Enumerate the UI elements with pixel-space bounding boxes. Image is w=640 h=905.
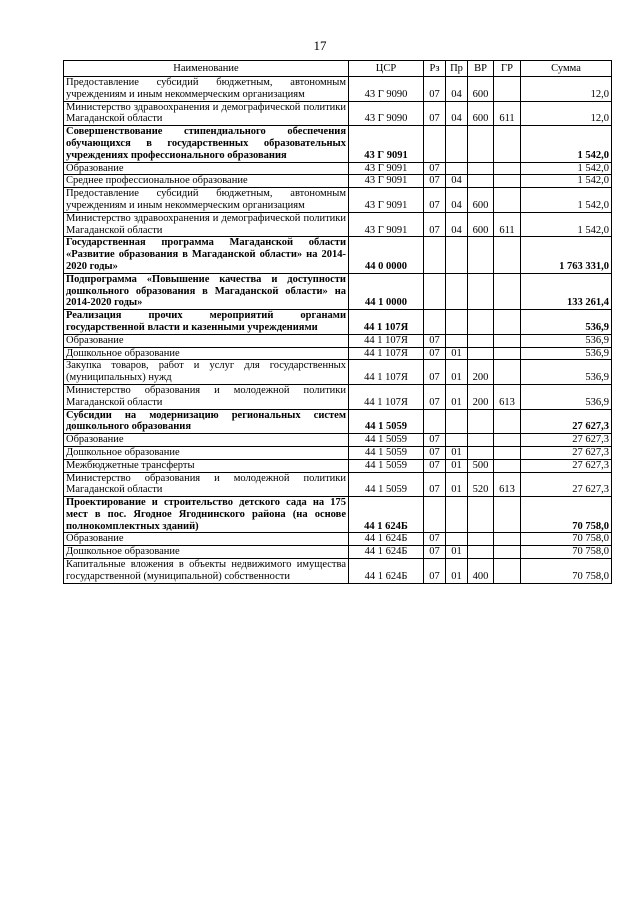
cell-name: Капитальные вложения в объекты недвижимого имущества государственной (муниципальной) собственности (64, 559, 349, 584)
table-row (64, 347, 612, 360)
cell-pr: 01 (446, 546, 468, 559)
cell-name: Министерство образования и молодежной политики Магаданской области (64, 472, 349, 497)
cell-rz (424, 237, 446, 273)
cell-csr: 44 1 107Я (349, 310, 424, 335)
table-row (64, 310, 612, 335)
cell-rz: 07 (424, 559, 446, 584)
cell-sum: 1 542,0 (521, 188, 612, 213)
cell-name: Образование (64, 434, 349, 447)
cell-gr (494, 360, 521, 385)
cell-vr (468, 546, 494, 559)
cell-gr: 611 (494, 212, 521, 237)
cell-sum: 12,0 (521, 101, 612, 126)
page-number: 17 (313, 38, 327, 53)
cell-vr (468, 533, 494, 546)
table-body (64, 77, 612, 584)
cell-sum: 133 261,4 (521, 273, 612, 309)
cell-gr (494, 409, 521, 434)
cell-vr (468, 497, 494, 533)
cell-vr (468, 334, 494, 347)
cell-vr (468, 273, 494, 309)
table-row (64, 472, 612, 497)
cell-rz: 07 (424, 334, 446, 347)
cell-rz: 07 (424, 77, 446, 102)
cell-gr (494, 188, 521, 213)
cell-csr: 44 1 0000 (349, 273, 424, 309)
cell-pr (446, 126, 468, 162)
cell-pr: 04 (446, 101, 468, 126)
cell-vr (468, 237, 494, 273)
cell-sum: 70 758,0 (521, 559, 612, 584)
header-name: Наименование (64, 61, 349, 77)
cell-vr (468, 434, 494, 447)
cell-name: Реализация прочих мероприятий органами государственной власти и казенными учреждениями (64, 310, 349, 335)
cell-sum: 70 758,0 (521, 546, 612, 559)
cell-rz: 07 (424, 446, 446, 459)
cell-rz: 07 (424, 188, 446, 213)
cell-pr (446, 273, 468, 309)
cell-sum: 536,9 (521, 310, 612, 335)
cell-gr (494, 497, 521, 533)
cell-pr: 04 (446, 212, 468, 237)
cell-rz (424, 497, 446, 533)
cell-vr (468, 310, 494, 335)
cell-pr (446, 237, 468, 273)
cell-name: Образование (64, 162, 349, 175)
table-row (64, 546, 612, 559)
cell-pr: 04 (446, 77, 468, 102)
header-csr: ЦСР (349, 61, 424, 77)
cell-rz (424, 409, 446, 434)
cell-csr: 43 Г 9091 (349, 175, 424, 188)
cell-rz: 07 (424, 162, 446, 175)
table-row (64, 533, 612, 546)
header-rz: Рз (424, 61, 446, 77)
cell-name: Межбюджетные трансферты (64, 459, 349, 472)
cell-vr: 600 (468, 188, 494, 213)
cell-gr (494, 334, 521, 347)
cell-gr (494, 459, 521, 472)
cell-csr: 44 1 5059 (349, 434, 424, 447)
cell-gr (494, 237, 521, 273)
header-vr: ВР (468, 61, 494, 77)
cell-name: Проектирование и строительство детского сада на 175 мест в пос. Ягодное Ягоднинского района (на основе полнокомплектных зданий) (64, 497, 349, 533)
cell-pr (446, 497, 468, 533)
cell-gr: 611 (494, 101, 521, 126)
table-row (64, 497, 612, 533)
table-row (64, 459, 612, 472)
cell-gr: 613 (494, 472, 521, 497)
table-row (64, 212, 612, 237)
cell-sum: 70 758,0 (521, 497, 612, 533)
cell-vr (468, 409, 494, 434)
cell-sum: 536,9 (521, 334, 612, 347)
table-row (64, 409, 612, 434)
cell-pr (446, 434, 468, 447)
table-row (64, 360, 612, 385)
table-header-row (64, 61, 612, 77)
cell-gr (494, 126, 521, 162)
cell-vr: 200 (468, 360, 494, 385)
table-row (64, 559, 612, 584)
cell-name: Дошкольное образование (64, 446, 349, 459)
table-row (64, 101, 612, 126)
cell-rz: 07 (424, 212, 446, 237)
cell-sum: 536,9 (521, 347, 612, 360)
cell-csr: 43 Г 9091 (349, 126, 424, 162)
header-gr: ГР (494, 61, 521, 77)
cell-rz (424, 310, 446, 335)
budget-table (63, 60, 612, 584)
cell-csr: 43 Г 9090 (349, 77, 424, 102)
cell-csr: 44 1 5059 (349, 446, 424, 459)
table-row (64, 162, 612, 175)
cell-csr: 44 1 5059 (349, 459, 424, 472)
cell-sum: 27 627,3 (521, 459, 612, 472)
cell-gr (494, 559, 521, 584)
cell-vr: 520 (468, 472, 494, 497)
cell-vr (468, 347, 494, 360)
cell-pr: 01 (446, 472, 468, 497)
cell-name: Предоставление субсидий бюджетным, автономным учреждениям и иным некоммерческим организациям (64, 77, 349, 102)
table-row (64, 237, 612, 273)
cell-rz (424, 126, 446, 162)
cell-sum: 536,9 (521, 360, 612, 385)
cell-gr (494, 434, 521, 447)
cell-name: Дошкольное образование (64, 546, 349, 559)
cell-pr: 01 (446, 384, 468, 409)
cell-name: Совершенствование стипендиального обеспечения обучающихся в государственных образовательных учреждениях профессионального образования (64, 126, 349, 162)
cell-sum: 27 627,3 (521, 446, 612, 459)
cell-name: Субсидии на модернизацию региональных систем дошкольного образования (64, 409, 349, 434)
cell-csr: 44 1 624Б (349, 546, 424, 559)
cell-gr: 613 (494, 384, 521, 409)
cell-name: Государственная программа Магаданской области «Развитие образования в Магаданской области» на 2014-2020 годы» (64, 237, 349, 273)
cell-rz: 07 (424, 384, 446, 409)
cell-gr (494, 162, 521, 175)
cell-gr (494, 347, 521, 360)
cell-pr: 01 (446, 459, 468, 472)
cell-gr (494, 175, 521, 188)
cell-rz: 07 (424, 347, 446, 360)
cell-sum: 27 627,3 (521, 409, 612, 434)
cell-csr: 44 1 5059 (349, 472, 424, 497)
cell-name: Дошкольное образование (64, 347, 349, 360)
cell-pr: 04 (446, 175, 468, 188)
cell-rz: 07 (424, 175, 446, 188)
cell-name: Министерство образования и молодежной политики Магаданской области (64, 384, 349, 409)
cell-pr: 01 (446, 446, 468, 459)
table-row (64, 273, 612, 309)
table-row (64, 446, 612, 459)
cell-pr (446, 334, 468, 347)
cell-vr: 200 (468, 384, 494, 409)
cell-csr: 44 1 107Я (349, 347, 424, 360)
cell-rz: 07 (424, 546, 446, 559)
header-pr: Пр (446, 61, 468, 77)
cell-vr: 500 (468, 459, 494, 472)
cell-rz: 07 (424, 101, 446, 126)
cell-rz: 07 (424, 459, 446, 472)
cell-vr (468, 162, 494, 175)
cell-csr: 44 1 624Б (349, 497, 424, 533)
cell-csr: 44 1 107Я (349, 334, 424, 347)
table-row (64, 384, 612, 409)
cell-gr (494, 446, 521, 459)
cell-sum: 12,0 (521, 77, 612, 102)
cell-sum: 1 542,0 (521, 162, 612, 175)
cell-csr: 44 1 107Я (349, 384, 424, 409)
cell-sum: 1 542,0 (521, 212, 612, 237)
cell-csr: 44 1 624Б (349, 559, 424, 584)
cell-gr (494, 546, 521, 559)
cell-pr: 04 (446, 188, 468, 213)
cell-rz: 07 (424, 360, 446, 385)
cell-pr: 01 (446, 360, 468, 385)
cell-csr: 43 Г 9090 (349, 101, 424, 126)
cell-gr (494, 533, 521, 546)
cell-rz: 07 (424, 533, 446, 546)
cell-csr: 44 1 624Б (349, 533, 424, 546)
cell-rz (424, 273, 446, 309)
cell-vr (468, 126, 494, 162)
table-row (64, 77, 612, 102)
cell-gr (494, 77, 521, 102)
cell-pr (446, 409, 468, 434)
cell-vr (468, 446, 494, 459)
cell-name: Подпрограмма «Повышение качества и доступности дошкольного образования в Магаданской области» на 2014-2020 годы» (64, 273, 349, 309)
table-row (64, 434, 612, 447)
cell-name: Закупка товаров, работ и услуг для государственных (муниципальных) нужд (64, 360, 349, 385)
cell-csr: 43 Г 9091 (349, 212, 424, 237)
cell-name: Образование (64, 533, 349, 546)
cell-pr (446, 310, 468, 335)
cell-vr: 600 (468, 212, 494, 237)
cell-name: Министерство здравоохранения и демографической политики Магаданской области (64, 101, 349, 126)
table-row (64, 188, 612, 213)
cell-name: Среднее профессиональное образование (64, 175, 349, 188)
cell-csr: 44 1 5059 (349, 409, 424, 434)
header-sum: Сумма (521, 61, 612, 77)
cell-sum: 1 542,0 (521, 175, 612, 188)
cell-vr: 400 (468, 559, 494, 584)
table-row (64, 334, 612, 347)
cell-csr: 44 0 0000 (349, 237, 424, 273)
cell-vr (468, 175, 494, 188)
cell-csr: 43 Г 9091 (349, 162, 424, 175)
cell-rz: 07 (424, 472, 446, 497)
table-row (64, 175, 612, 188)
cell-gr (494, 273, 521, 309)
cell-pr: 01 (446, 559, 468, 584)
cell-vr: 600 (468, 77, 494, 102)
cell-vr: 600 (468, 101, 494, 126)
table-row (64, 126, 612, 162)
cell-gr (494, 310, 521, 335)
cell-csr: 44 1 107Я (349, 360, 424, 385)
cell-pr (446, 533, 468, 546)
cell-rz: 07 (424, 434, 446, 447)
cell-csr: 43 Г 9091 (349, 188, 424, 213)
cell-pr (446, 162, 468, 175)
cell-sum: 27 627,3 (521, 434, 612, 447)
cell-name: Министерство здравоохранения и демографической политики Магаданской области (64, 212, 349, 237)
cell-sum: 70 758,0 (521, 533, 612, 546)
cell-sum: 1 542,0 (521, 126, 612, 162)
cell-name: Предоставление субсидий бюджетным, автономным учреждениям и иным некоммерческим организациям (64, 188, 349, 213)
cell-sum: 536,9 (521, 384, 612, 409)
cell-sum: 1 763 331,0 (521, 237, 612, 273)
cell-name: Образование (64, 334, 349, 347)
cell-pr: 01 (446, 347, 468, 360)
cell-sum: 27 627,3 (521, 472, 612, 497)
